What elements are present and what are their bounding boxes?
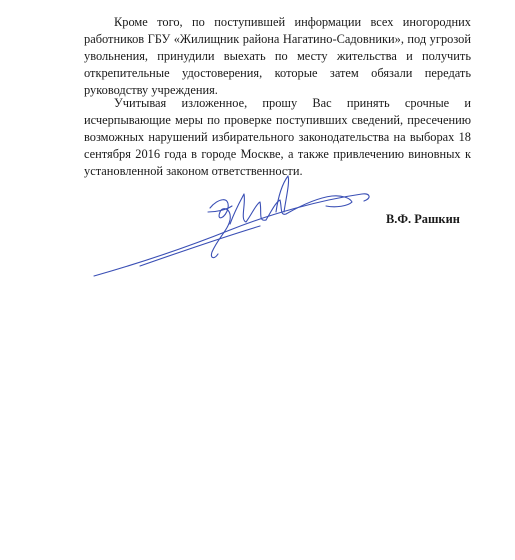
- paragraph-1: Кроме того, по поступившей информации всех иногородних работников ГБУ «Жилищник района Нагатино-Садовники», под угрозой увольнения, принудили выехать по месту жительства и получить открепительные удостоверения, которые затем обязали передать руководству учреждения.: [84, 15, 471, 97]
- paragraph-2: Учитывая изложенное, прошу Вас принять срочные и исчерпывающие меры по проверке поступивших сведений, пресечению возможных нарушений избирательного законодательства на выборах 18 сентября 2016 года в городе Москве, а также привлечению виновных к установленной законом ответственности.: [84, 96, 471, 178]
- signer-name: В.Ф. Рашкин: [386, 212, 460, 226]
- handwritten-signature: [80, 168, 380, 288]
